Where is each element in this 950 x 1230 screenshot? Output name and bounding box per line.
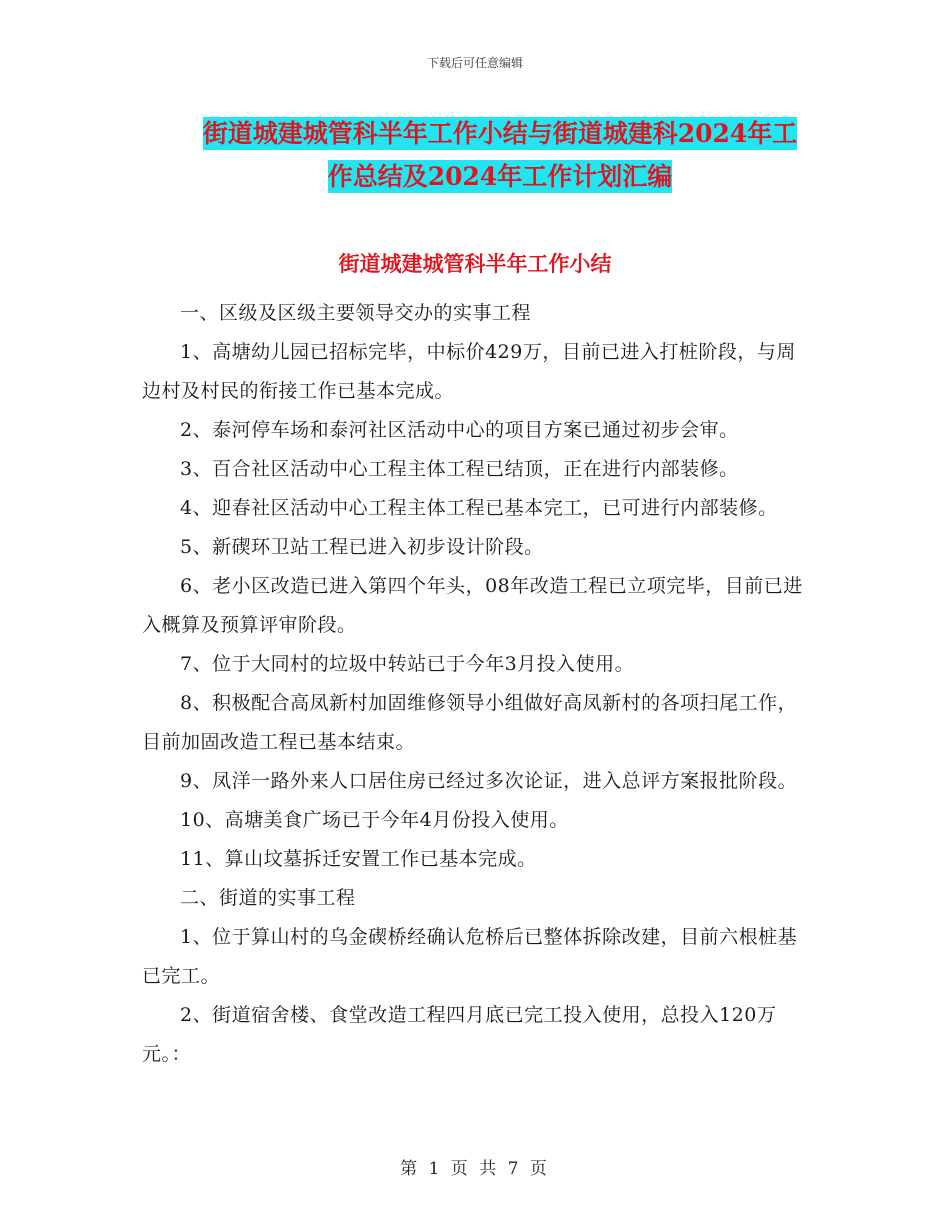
title-line-1: 街道城建城管科半年工作小结与街道城建科2024年工 [202, 119, 798, 148]
paragraph: 7、位于大同村的垃圾中转站已于今年3月投入使用。 [180, 653, 635, 675]
paragraph: 1、高塘幼儿园已招标完毕，中标价429万，目前已进入打桩阶段，与周边村及村民的衔接工作已基本完成。 [142, 341, 796, 402]
page-footer: 第 1 页 共 7 页 [400, 1159, 550, 1179]
paragraph: 5、新碶环卫站工程已进入初步设计阶段。 [180, 536, 544, 558]
paragraph: 一、区级及区级主要领导交办的实事工程 [180, 302, 532, 324]
paragraph: 9、凤洋一路外来人口居住房已经过多次论证，进入总评方案报批阶段。 [180, 770, 798, 792]
paragraph: 2、泰河停车场和泰河社区活动中心的项目方案已通过初步会审。 [180, 419, 739, 441]
paragraph: 6、老小区改造已进入第四个年头，08年改造工程已立项完毕，目前已进入概算及预算评审阶段。 [142, 575, 803, 636]
paragraph: 3、百合社区活动中心工程主体工程已结顶，正在进行内部装修。 [180, 458, 739, 480]
document-body [142, 294, 812, 1074]
paragraph: 二、街道的实事工程 [180, 887, 356, 909]
paragraph: 10、高塘美食广场已于今年4月份投入使用。 [180, 809, 569, 831]
paragraph: 8、积极配合高凤新村加固维修领导小组做好高凤新村的各项扫尾工作，目前加固改造工程已基本结束。 [142, 692, 798, 753]
header-note: 下载后可任意编辑 [426, 56, 523, 70]
paragraph: 11、算山坟墓拆迁安置工作已基本完成。 [180, 848, 537, 870]
paragraph: 2、街道宿舍楼、食堂改造工程四月底已完工投入使用，总投入120万元。： [142, 1004, 777, 1065]
paragraph: 1、位于算山村的乌金碶桥经确认危桥后已整体拆除改建，目前六根桩基已完工。 [142, 926, 798, 987]
paragraph: 4、迎春社区活动中心工程主体工程已基本完工，已可进行内部装修。 [180, 497, 778, 519]
section-title: 街道城建城管科半年工作小结 [338, 251, 612, 276]
title-line-2: 作总结及2024年工作计划汇编 [327, 162, 673, 191]
document-title [140, 112, 860, 198]
